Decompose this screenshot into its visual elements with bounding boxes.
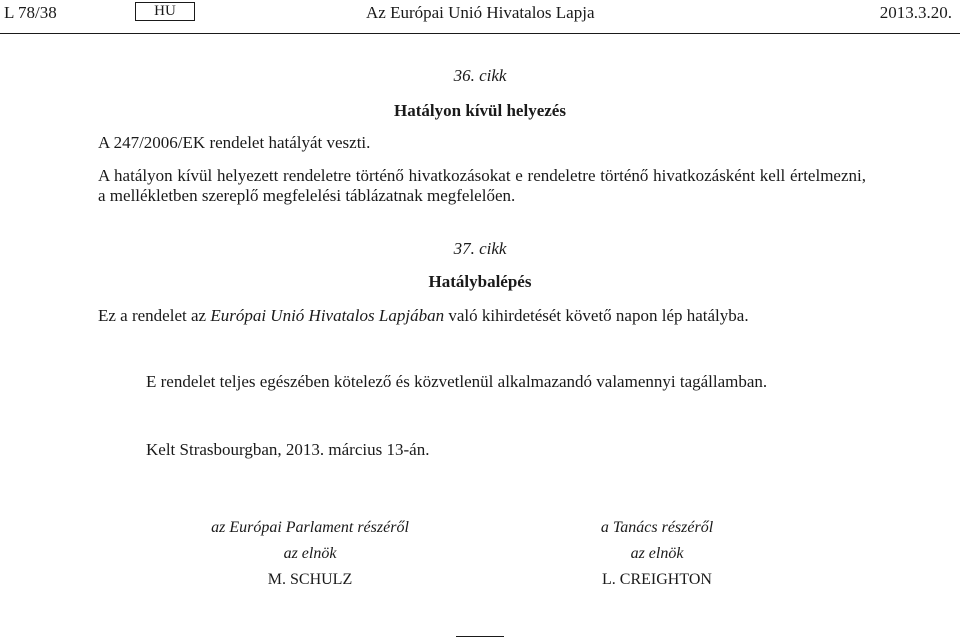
signature-institution: a Tanács részéről — [600, 519, 714, 536]
signature-role: az elnök — [283, 545, 337, 562]
article-37-text-post: való kihirdetését követő napon lép hatályba. — [444, 306, 749, 325]
done-at-line: Kelt Strasbourgban, 2013. március 13-án. — [146, 440, 430, 459]
footnote-divider — [456, 636, 504, 637]
signature-name: L. CREIGHTON — [602, 571, 712, 588]
language-code-box: HU — [135, 2, 195, 21]
article-36-number: 36. cikk — [453, 66, 507, 85]
page-reference: L 78/38 — [4, 3, 57, 22]
journal-name-italic: Európai Unió Hivatalos Lapjában — [210, 306, 445, 325]
article-37-text-pre: Ez a rendelet az — [98, 306, 211, 325]
binding-clause: E rendelet teljes egészében kötelező és közvetlenül alkalmazandó valamennyi tagállamban. — [146, 372, 768, 391]
article-36-paragraph-1: A 247/2006/EK rendelet hatályát veszti. — [98, 133, 371, 152]
article-36-title: Hatályon kívül helyezés — [394, 101, 566, 120]
article-37-paragraph — [98, 306, 749, 326]
signature-role: az elnök — [630, 545, 684, 562]
article-37-title: Hatálybalépés — [428, 272, 532, 291]
publication-date: 2013.3.20. — [879, 3, 952, 22]
signature-block-parliament — [160, 515, 460, 593]
signature-block-council — [507, 515, 807, 593]
article-37-number: 37. cikk — [453, 239, 507, 258]
header-divider — [0, 33, 960, 34]
signature-name: M. SCHULZ — [267, 571, 353, 588]
signature-institution: az Európai Parlament részéről — [211, 519, 409, 536]
journal-title: Az Európai Unió Hivatalos Lapja — [366, 3, 595, 22]
article-36-paragraph-2: A hatályon kívül helyezett rendeletre történő hivatkozásokat e rendeletre történő hivatkozásként kell értelmezni, a mellékletben szereplő megfelelési táblázatnak megfelelően. — [98, 166, 866, 205]
